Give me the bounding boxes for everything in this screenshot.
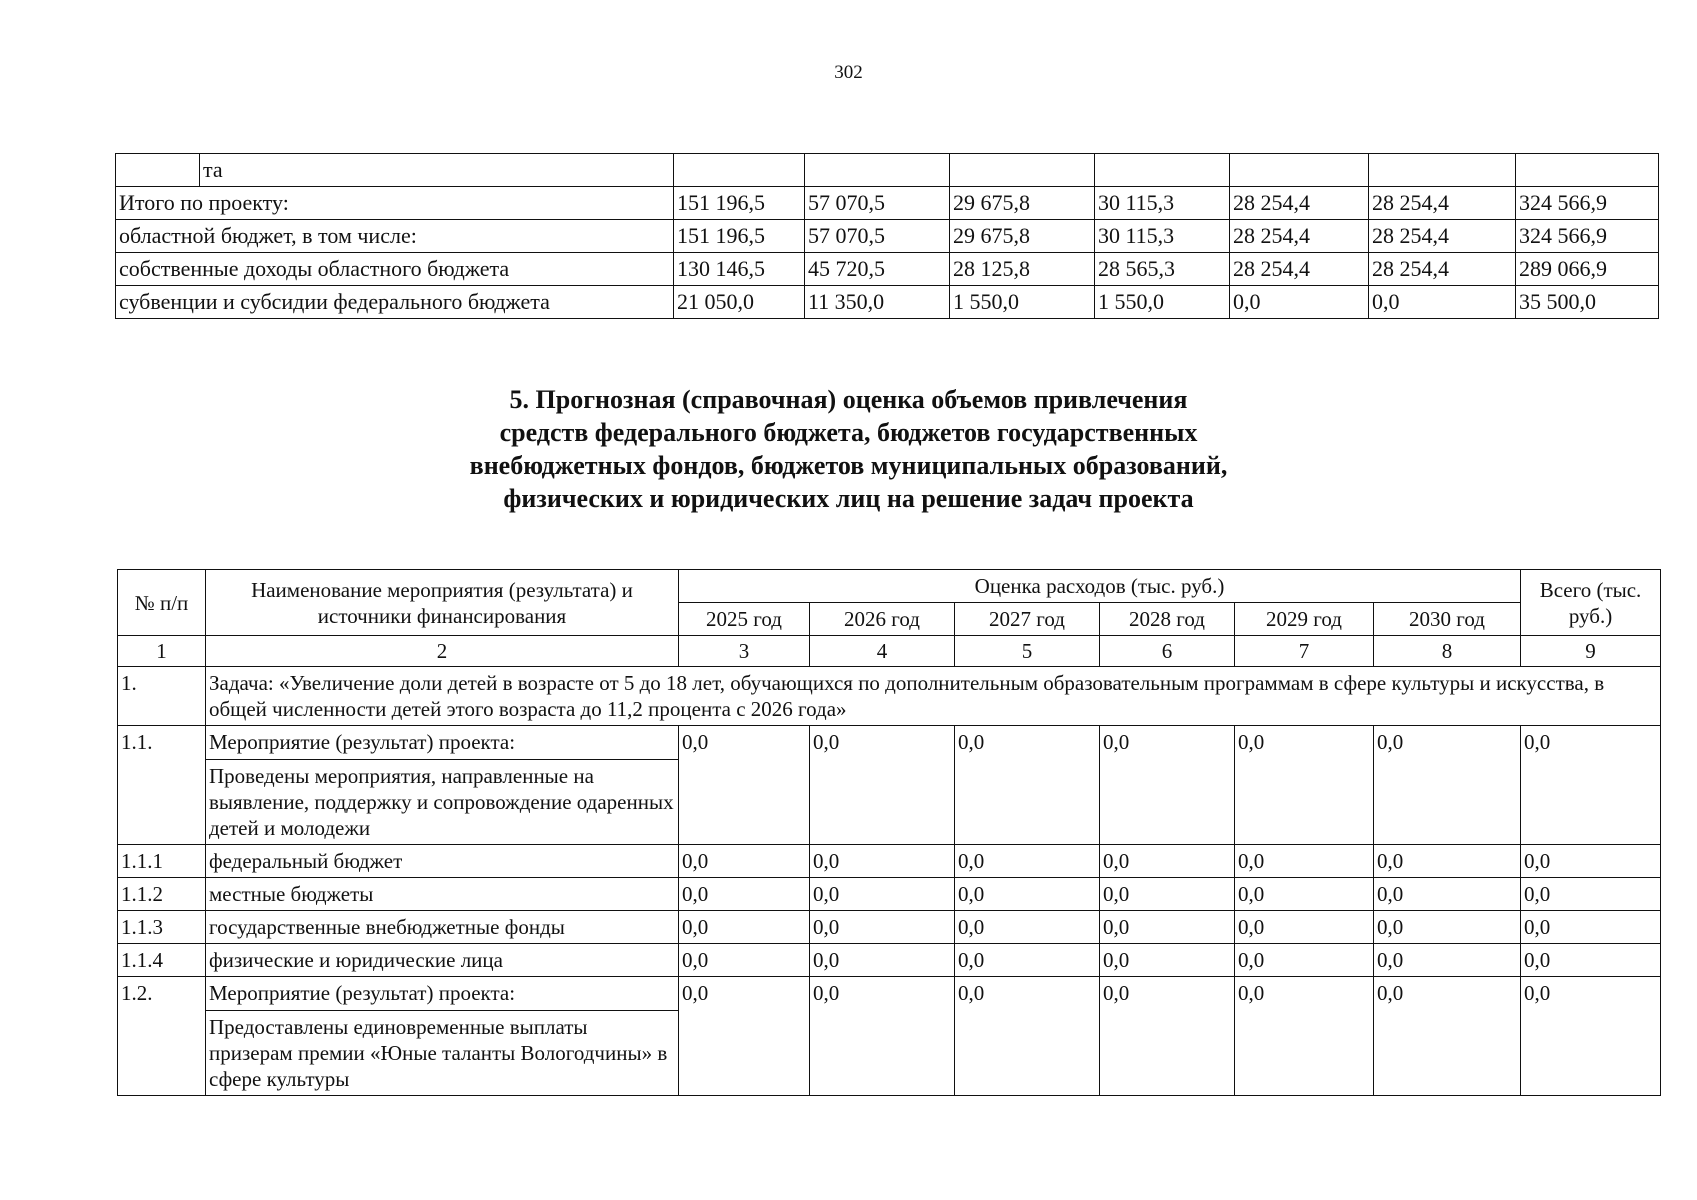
column-number: 7 bbox=[1235, 636, 1374, 667]
source-row bbox=[118, 878, 1661, 911]
measure-title: Мероприятие (результат) проекта: bbox=[209, 730, 516, 754]
value-cell: 0,0 bbox=[1235, 878, 1374, 911]
measure-num: 1.1. bbox=[118, 726, 206, 845]
source-label: федеральный бюджет bbox=[206, 845, 679, 878]
value-cell: 0,0 bbox=[1100, 878, 1235, 911]
value-cell: 0,0 bbox=[1374, 977, 1521, 1096]
value-cell: 1 550,0 bbox=[950, 286, 1095, 319]
value-cell: 0,0 bbox=[1374, 878, 1521, 911]
measure-row-1 bbox=[118, 726, 1661, 845]
value-cell: 289 066,9 bbox=[1516, 253, 1659, 286]
value-cell: 0,0 bbox=[955, 977, 1100, 1096]
column-number: 6 bbox=[1100, 636, 1235, 667]
funding-estimate-table bbox=[117, 569, 1661, 1096]
value-cell: 0,0 bbox=[810, 977, 955, 1096]
column-number: 9 bbox=[1521, 636, 1661, 667]
value-cell: 30 115,3 bbox=[1095, 220, 1230, 253]
value-cell: 28 565,3 bbox=[1095, 253, 1230, 286]
header-year: 2025 год bbox=[679, 603, 810, 636]
column-number: 5 bbox=[955, 636, 1100, 667]
measure-cell bbox=[206, 977, 679, 1096]
column-numbers-row bbox=[118, 636, 1661, 667]
value-cell: 0,0 bbox=[679, 878, 810, 911]
value-cell: 0,0 bbox=[1100, 977, 1235, 1096]
value-cell: 0,0 bbox=[955, 878, 1100, 911]
column-number: 2 bbox=[206, 636, 679, 667]
value-cell: 0,0 bbox=[679, 845, 810, 878]
cell-blank bbox=[1230, 154, 1369, 187]
heading-line: 5. Прогнозная (справочная) оценка объемов привлечения bbox=[509, 385, 1188, 414]
value-cell: 151 196,5 bbox=[674, 187, 805, 220]
source-row bbox=[118, 944, 1661, 977]
cell-blank bbox=[1516, 154, 1659, 187]
value-cell: 28 254,4 bbox=[1369, 187, 1516, 220]
source-num: 1.1.1 bbox=[118, 845, 206, 878]
cell-blank bbox=[1369, 154, 1516, 187]
source-label: физические и юридические лица bbox=[206, 944, 679, 977]
value-cell: 35 500,0 bbox=[1516, 286, 1659, 319]
value-cell: 0,0 bbox=[1235, 845, 1374, 878]
row-label: областной бюджет, в том числе: bbox=[116, 220, 674, 253]
measure-title: Мероприятие (результат) проекта: bbox=[209, 981, 516, 1005]
value-cell: 324 566,9 bbox=[1516, 220, 1659, 253]
value-cell: 28 254,4 bbox=[1230, 253, 1369, 286]
value-cell: 0,0 bbox=[1374, 845, 1521, 878]
row-label: собственные доходы областного бюджета bbox=[116, 253, 674, 286]
value-cell: 0,0 bbox=[679, 944, 810, 977]
column-number: 4 bbox=[810, 636, 955, 667]
value-cell: 11 350,0 bbox=[805, 286, 950, 319]
value-cell: 0,0 bbox=[1230, 286, 1369, 319]
source-num: 1.1.2 bbox=[118, 878, 206, 911]
value-cell: 0,0 bbox=[1235, 726, 1374, 845]
value-cell: 0,0 bbox=[955, 726, 1100, 845]
value-cell: 0,0 bbox=[1521, 977, 1661, 1096]
value-cell: 21 050,0 bbox=[674, 286, 805, 319]
value-cell: 0,0 bbox=[1100, 944, 1235, 977]
summary-row-own-income bbox=[116, 253, 1659, 286]
header-year: 2028 год bbox=[1100, 603, 1235, 636]
value-cell: 0,0 bbox=[679, 726, 810, 845]
value-cell: 0,0 bbox=[1374, 944, 1521, 977]
column-number: 3 bbox=[679, 636, 810, 667]
continued-text: та bbox=[200, 154, 674, 187]
source-num: 1.1.4 bbox=[118, 944, 206, 977]
value-cell: 0,0 bbox=[1374, 726, 1521, 845]
cell-blank bbox=[950, 154, 1095, 187]
value-cell: 324 566,9 bbox=[1516, 187, 1659, 220]
column-number: 1 bbox=[118, 636, 206, 667]
summary-row-total bbox=[116, 187, 1659, 220]
value-cell: 57 070,5 bbox=[805, 220, 950, 253]
section-heading bbox=[0, 383, 1697, 515]
value-cell: 57 070,5 bbox=[805, 187, 950, 220]
measure-description: Проведены мероприятия, направленные на выявление, поддержку и сопровождение одаренных детей и молодежи bbox=[206, 759, 678, 841]
measure-row-2 bbox=[118, 977, 1661, 1096]
value-cell: 28 254,4 bbox=[1230, 220, 1369, 253]
value-cell: 0,0 bbox=[810, 911, 955, 944]
header-num: № п/п bbox=[118, 570, 206, 636]
heading-line: физических и юридических лиц на решение задач проекта bbox=[503, 484, 1194, 513]
header-estimate: Оценка расходов (тыс. руб.) bbox=[679, 570, 1521, 603]
value-cell: 0,0 bbox=[810, 726, 955, 845]
source-label: государственные внебюджетные фонды bbox=[206, 911, 679, 944]
header-year: 2027 год bbox=[955, 603, 1100, 636]
continued-row bbox=[116, 154, 1659, 187]
value-cell: 0,0 bbox=[1235, 944, 1374, 977]
value-cell: 0,0 bbox=[1100, 726, 1235, 845]
cell-blank bbox=[674, 154, 805, 187]
source-num: 1.1.3 bbox=[118, 911, 206, 944]
row-label: Итого по проекту: bbox=[116, 187, 674, 220]
summary-row-subsidies bbox=[116, 286, 1659, 319]
value-cell: 28 254,4 bbox=[1369, 253, 1516, 286]
value-cell: 0,0 bbox=[810, 845, 955, 878]
task-num: 1. bbox=[118, 667, 206, 726]
header-year: 2029 год bbox=[1235, 603, 1374, 636]
measure-num: 1.2. bbox=[118, 977, 206, 1096]
value-cell: 28 254,4 bbox=[1369, 220, 1516, 253]
value-cell: 28 254,4 bbox=[1230, 187, 1369, 220]
value-cell: 0,0 bbox=[1100, 845, 1235, 878]
value-cell: 0,0 bbox=[955, 911, 1100, 944]
value-cell: 0,0 bbox=[955, 944, 1100, 977]
value-cell: 0,0 bbox=[1521, 845, 1661, 878]
task-row bbox=[118, 667, 1661, 726]
value-cell: 0,0 bbox=[1100, 911, 1235, 944]
value-cell: 28 125,8 bbox=[950, 253, 1095, 286]
value-cell: 0,0 bbox=[955, 845, 1100, 878]
cell-blank bbox=[1095, 154, 1230, 187]
value-cell: 0,0 bbox=[679, 977, 810, 1096]
heading-line: средств федерального бюджета, бюджетов государственных bbox=[499, 418, 1198, 447]
measure-cell bbox=[206, 726, 679, 845]
value-cell: 0,0 bbox=[810, 878, 955, 911]
value-cell: 30 115,3 bbox=[1095, 187, 1230, 220]
header-total: Всего (тыс. руб.) bbox=[1521, 570, 1661, 636]
value-cell: 130 146,5 bbox=[674, 253, 805, 286]
value-cell: 45 720,5 bbox=[805, 253, 950, 286]
header-year: 2026 год bbox=[810, 603, 955, 636]
source-row bbox=[118, 911, 1661, 944]
value-cell: 0,0 bbox=[1521, 878, 1661, 911]
value-cell: 29 675,8 bbox=[950, 187, 1095, 220]
header-name: Наименование мероприятия (результата) и источники финансирования bbox=[206, 570, 679, 636]
measure-description: Предоставлены единовременные выплаты призерам премии «Юные таланты Вологодчины» в сфере культуры bbox=[206, 1010, 678, 1092]
row-label: субвенции и субсидии федерального бюджета bbox=[116, 286, 674, 319]
value-cell: 0,0 bbox=[679, 911, 810, 944]
column-number: 8 bbox=[1374, 636, 1521, 667]
value-cell: 0,0 bbox=[1521, 726, 1661, 845]
value-cell: 151 196,5 bbox=[674, 220, 805, 253]
financing-summary-table bbox=[115, 153, 1659, 319]
summary-row-regional bbox=[116, 220, 1659, 253]
value-cell: 29 675,8 bbox=[950, 220, 1095, 253]
value-cell: 0,0 bbox=[1369, 286, 1516, 319]
heading-line: внебюджетных фондов, бюджетов муниципальных образований, bbox=[469, 451, 1228, 480]
cell-blank bbox=[116, 154, 200, 187]
value-cell: 0,0 bbox=[1521, 944, 1661, 977]
value-cell: 1 550,0 bbox=[1095, 286, 1230, 319]
task-text: Задача: «Увеличение доли детей в возрасте от 5 до 18 лет, обучающихся по дополнительным образовательным программам в сфере культуры и искусства, в общей численности детей этого возраста до 11,2 процента с 2026 года» bbox=[206, 667, 1661, 726]
header-row bbox=[118, 570, 1661, 603]
header-year: 2030 год bbox=[1374, 603, 1521, 636]
value-cell: 0,0 bbox=[1235, 911, 1374, 944]
cell-blank bbox=[805, 154, 950, 187]
source-label: местные бюджеты bbox=[206, 878, 679, 911]
value-cell: 0,0 bbox=[1235, 977, 1374, 1096]
value-cell: 0,0 bbox=[810, 944, 955, 977]
value-cell: 0,0 bbox=[1374, 911, 1521, 944]
page-number: 302 bbox=[834, 62, 863, 83]
source-row bbox=[118, 845, 1661, 878]
value-cell: 0,0 bbox=[1521, 911, 1661, 944]
